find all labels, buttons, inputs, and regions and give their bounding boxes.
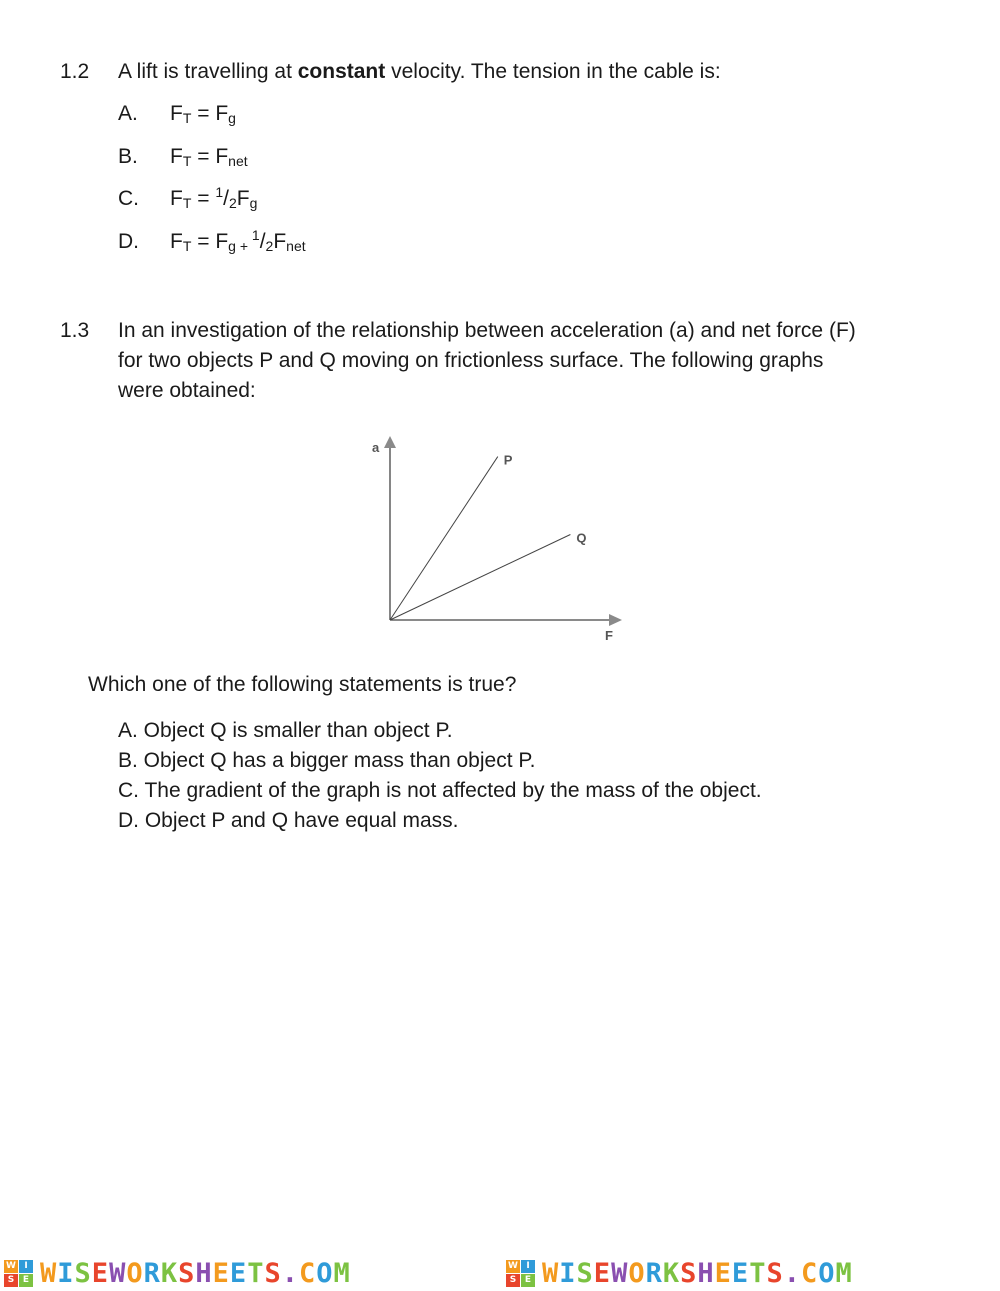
brand-letter: S bbox=[264, 1258, 282, 1289]
question-number-1-2: 1.2 bbox=[60, 60, 90, 83]
brand-letter: M bbox=[333, 1258, 351, 1289]
question-1-3-stem-line-2: for two objects P and Q moving on frictionless surface. The following graphs bbox=[118, 349, 824, 372]
bold-word-constant: constant bbox=[297, 60, 386, 83]
brand-letter: I bbox=[559, 1258, 577, 1289]
brand-letter: R bbox=[645, 1258, 663, 1289]
brand-letter: E bbox=[714, 1258, 732, 1289]
question-1-2-stem: A lift is travelling at constant velocity. The tension in the cable is: bbox=[118, 60, 721, 83]
brand-letter: S bbox=[680, 1258, 698, 1289]
brand-letter: S bbox=[74, 1258, 92, 1289]
q13-option-a: A. Object Q is smaller than object P. bbox=[118, 719, 453, 742]
brand-letter: . bbox=[783, 1258, 801, 1289]
brand-letter: O bbox=[818, 1258, 836, 1289]
series-label-p: P bbox=[503, 452, 513, 468]
brand-letter: I bbox=[57, 1258, 75, 1289]
brand-letter: E bbox=[229, 1258, 248, 1289]
brand-letter: S bbox=[576, 1258, 594, 1289]
brand-text-1 bbox=[40, 1258, 351, 1289]
acceleration-force-graph bbox=[360, 428, 640, 648]
brand-letter: O bbox=[628, 1258, 646, 1289]
brand-letter: S bbox=[766, 1258, 784, 1289]
brand-letter: W bbox=[611, 1258, 629, 1289]
y-axis-label: a bbox=[372, 440, 380, 455]
option-letter-c: C. bbox=[118, 187, 139, 210]
brand-letter: K bbox=[662, 1258, 681, 1289]
brand-letter: K bbox=[160, 1258, 179, 1289]
brand-letter: O bbox=[126, 1258, 144, 1289]
option-letter-b: B. bbox=[118, 145, 138, 168]
y-axis-arrow bbox=[384, 436, 396, 448]
brand-letter: C bbox=[298, 1258, 317, 1289]
brand-letter: H bbox=[195, 1258, 213, 1289]
question-1-3-prompt: Which one of the following statements is true? bbox=[88, 673, 517, 696]
x-axis-arrow bbox=[609, 614, 622, 626]
q13-option-c: C. The gradient of the graph is not affected by the mass of the object. bbox=[118, 779, 762, 802]
brand-letter: W bbox=[40, 1258, 58, 1289]
option-d-expression: $F_T = F_{g +}$ $^1/_2F_{net}$ bbox=[170, 227, 306, 254]
brand-letter: S bbox=[178, 1258, 196, 1289]
option-letter-a: A. bbox=[118, 102, 138, 125]
brand-letter: H bbox=[697, 1258, 715, 1289]
brand-letter: M bbox=[835, 1258, 853, 1289]
option-c-expression: $F_T = ^1/_2F_g$ bbox=[170, 184, 258, 211]
q13-option-d: D. Object P and Q have equal mass. bbox=[118, 809, 459, 832]
option-b-expression: $F_T = F_{net}$ bbox=[170, 145, 248, 169]
brand-letter: E bbox=[731, 1258, 750, 1289]
question-1-3-stem-line-3: were obtained: bbox=[118, 379, 256, 402]
q13-option-b: B. Object Q has a bigger mass than object P. bbox=[118, 749, 536, 772]
brand-letter: . bbox=[281, 1258, 299, 1289]
question-1-3-stem-line-1: In an investigation of the relationship between acceleration (a) and net force (F) bbox=[118, 319, 856, 342]
series-label-q: Q bbox=[576, 530, 587, 546]
brand-letter: E bbox=[593, 1258, 612, 1289]
option-a-expression: $F_T = F_g$ bbox=[170, 102, 236, 126]
series-line-q bbox=[390, 535, 570, 620]
wise-logo: W I S E bbox=[4, 1260, 34, 1288]
brand-letter: T bbox=[247, 1258, 265, 1289]
footer-branding bbox=[0, 1256, 1000, 1291]
wise-logo-2: W I S E bbox=[506, 1260, 536, 1288]
option-letter-d: D. bbox=[118, 230, 139, 253]
brand-letter: C bbox=[800, 1258, 819, 1289]
x-axis-label: F bbox=[605, 628, 613, 643]
brand-letter: T bbox=[749, 1258, 767, 1289]
brand-letter: R bbox=[143, 1258, 161, 1289]
brand-letter: O bbox=[316, 1258, 334, 1289]
question-number-1-3: 1.3 bbox=[60, 319, 90, 342]
brand-text-2 bbox=[542, 1258, 853, 1289]
brand-letter: W bbox=[109, 1258, 127, 1289]
brand-letter: E bbox=[91, 1258, 110, 1289]
brand-letter: W bbox=[542, 1258, 560, 1289]
series-line-p bbox=[390, 457, 498, 620]
brand-letter: E bbox=[212, 1258, 230, 1289]
